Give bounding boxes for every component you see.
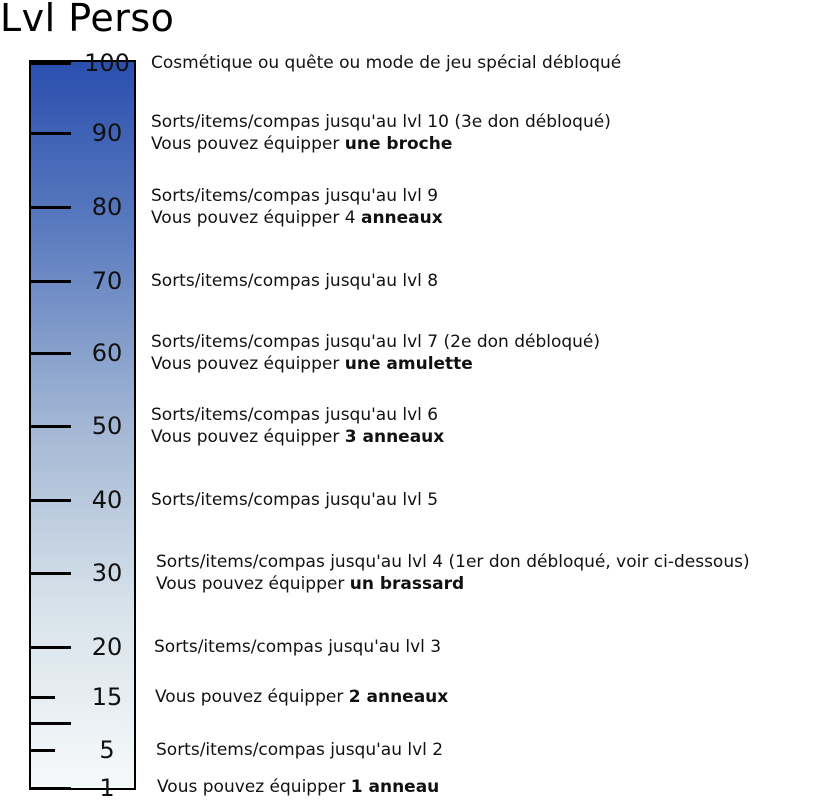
description-line: [151, 489, 438, 511]
description-text: Vous pouvez équipper: [157, 777, 351, 797]
description-text: Vous pouvez équipper: [151, 354, 345, 374]
description-line: [155, 686, 448, 708]
tick-20: [29, 646, 71, 649]
description-line: [151, 353, 600, 375]
tick-1: [29, 787, 71, 790]
tick-label-100: 100: [84, 49, 130, 77]
description-line: [156, 573, 750, 595]
level-description-30: [156, 551, 750, 595]
description-line: [151, 270, 438, 292]
tick-label-40: 40: [91, 486, 123, 514]
description-text: Sorts/items/compas jusqu'au lvl 9: [151, 186, 439, 206]
tick-60: [29, 352, 71, 355]
description-text: Sorts/items/compas jusqu'au lvl 10 (3e don débloqué): [151, 112, 611, 132]
tick-label-50: 50: [91, 412, 123, 440]
description-line: [151, 111, 611, 133]
description-text: Vous pouvez équipper 4: [151, 208, 361, 228]
level-description-60: [151, 331, 600, 375]
level-description-50: [151, 404, 444, 448]
level-description-5: [156, 739, 443, 761]
description-line: [157, 776, 439, 798]
level-description-15: [155, 686, 448, 708]
tick-label-20: 20: [91, 633, 123, 661]
description-line: [154, 636, 441, 658]
level-description-100: [151, 52, 621, 74]
level-description-90: [151, 111, 611, 155]
description-text: Vous pouvez équipper: [155, 687, 349, 707]
tick-label-90: 90: [91, 119, 123, 147]
tick-80: [29, 206, 71, 209]
description-highlight: une broche: [344, 134, 453, 154]
tick-label-15: 15: [91, 683, 123, 711]
description-text: Sorts/items/compas jusqu'au lvl 2: [156, 740, 444, 760]
tick-100: [29, 62, 71, 65]
tick-70: [29, 280, 71, 283]
description-text: Cosmétique ou quête ou mode de jeu spécial débloqué: [151, 53, 622, 73]
description-highlight: 3 anneaux: [344, 427, 445, 447]
level-description-70: [151, 270, 438, 292]
tick-label-5: 5: [99, 736, 115, 764]
diagram-title: Lvl Perso: [0, 0, 175, 40]
description-text: Sorts/items/compas jusqu'au lvl 7 (2e don débloqué): [151, 332, 601, 352]
description-text: Sorts/items/compas jusqu'au lvl 6: [151, 405, 439, 425]
description-text: Sorts/items/compas jusqu'au lvl 3: [154, 637, 442, 657]
description-line: [151, 133, 611, 155]
tick-label-80: 80: [91, 193, 123, 221]
description-line: [151, 426, 444, 448]
description-line: [156, 739, 443, 761]
tick-40: [29, 499, 71, 502]
level-description-40: [151, 489, 438, 511]
tick-label-1: 1: [99, 774, 115, 800]
tick-label-30: 30: [91, 559, 123, 587]
tick-50: [29, 425, 71, 428]
description-line: [151, 207, 443, 229]
description-line: [156, 551, 750, 573]
tick-30: [29, 572, 71, 575]
tick-90: [29, 132, 71, 135]
tick-label-60: 60: [91, 339, 123, 367]
description-line: [151, 185, 443, 207]
description-line: [151, 52, 621, 74]
description-text: Sorts/items/compas jusqu'au lvl 4 (1er don débloqué, voir ci-dessous): [156, 552, 750, 572]
description-highlight: anneaux: [360, 208, 443, 228]
description-text: Sorts/items/compas jusqu'au lvl 5: [151, 490, 439, 510]
tick-label-70: 70: [91, 267, 123, 295]
description-line: [151, 331, 600, 353]
level-description-80: [151, 185, 443, 229]
description-highlight: 1 anneau: [350, 777, 440, 797]
tick-10: [29, 722, 71, 725]
description-line: [151, 404, 444, 426]
description-text: Vous pouvez équipper: [156, 574, 350, 594]
description-text: Sorts/items/compas jusqu'au lvl 8: [151, 271, 439, 291]
description-highlight: une amulette: [344, 354, 473, 374]
description-highlight: 2 anneaux: [348, 687, 449, 707]
level-description-1: [157, 776, 439, 798]
description-text: Vous pouvez équipper: [151, 427, 345, 447]
tick-15: [29, 696, 55, 699]
description-highlight: un brassard: [349, 574, 465, 594]
level-description-20: [154, 636, 441, 658]
tick-5: [29, 749, 55, 752]
description-text: Vous pouvez équipper: [151, 134, 345, 154]
